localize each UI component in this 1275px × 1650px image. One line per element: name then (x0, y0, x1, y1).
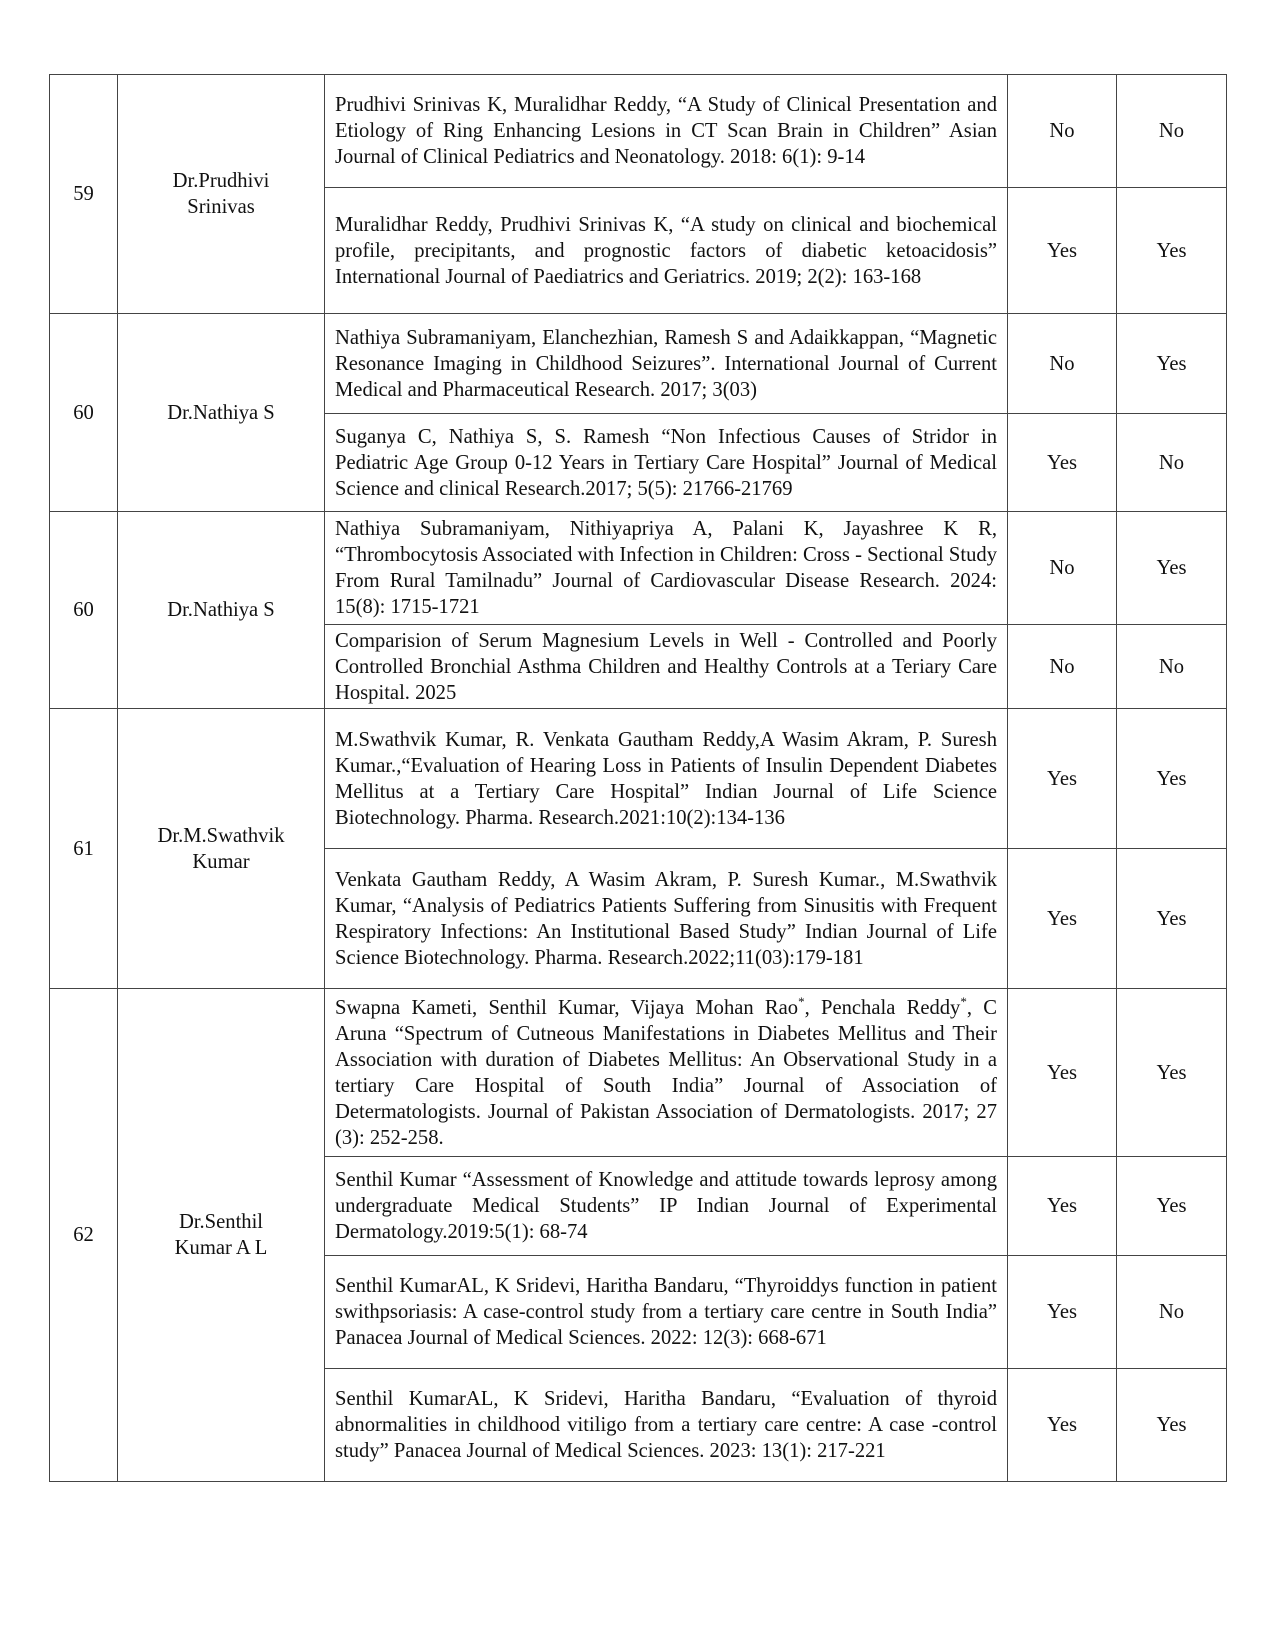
indexed-flag: Yes (1008, 1369, 1117, 1482)
indexed-flag: No (1117, 625, 1227, 709)
publication-citation: Senthil KumarAL, K Sridevi, Haritha Bandaru, “Thyroiddys function in patient swithpsoriasis: A case-control study from a tertiary care centre in South India” Panacea Journal of Medical Sciences. 2022: 12(3): 668-671 (325, 1256, 1008, 1369)
serial-number: 60 (50, 314, 118, 512)
author-name-line: Kumar (192, 850, 250, 873)
publication-citation: Comparision of Serum Magnesium Levels in Well - Controlled and Poorly Controlled Bronchial Asthma Children and Healthy Controls at a Teriary Care Hospital. 2025 (325, 625, 1008, 709)
table-row (50, 989, 1227, 1157)
author-name-line: Dr.Senthil (178, 1211, 264, 1233)
indexed-flag: No (1117, 414, 1227, 512)
table-row (50, 75, 1227, 188)
indexed-flag: Yes (1117, 1157, 1227, 1256)
author-name-line: Dr.Prudhivi (172, 170, 270, 192)
publication-citation: Muralidhar Reddy, Prudhivi Srinivas K, “A study on clinical and biochemical profile, precipitants, and prognostic factors of diabetic ketoacidosis” International Journal of Paediatrics and Geriatrics. 2019; 2(2): 163-168 (325, 188, 1008, 314)
publications-table (49, 74, 1227, 1482)
author-name (118, 512, 325, 709)
serial-number: 60 (50, 512, 118, 709)
indexed-flag: Yes (1117, 512, 1227, 625)
asterisk-mark: * (960, 993, 967, 1009)
author-name (118, 709, 325, 989)
serial-number: 61 (50, 709, 118, 989)
author-name-line: Dr.Nathiya S (167, 599, 275, 621)
author-name-line: Dr.M.Swathvik (157, 824, 285, 847)
indexed-flag: Yes (1117, 314, 1227, 414)
indexed-flag: Yes (1117, 188, 1227, 314)
publication-citation (325, 989, 1008, 1157)
citation-text: , C Aruna “Spectrum of Cutneous Manifestations in Diabetes Mellitus and Their Association with duration of Diabetes Mellitus: An Observational Study in a tertiary Care Hospital of South India” Journal of Association of Determatologists. Journal of Pakistan Association of Dermatologists. 2017; 27 (3): 252-258. (335, 996, 997, 1149)
indexed-flag: No (1008, 314, 1117, 414)
author-name (118, 989, 325, 1482)
indexed-flag: Yes (1117, 1369, 1227, 1482)
indexed-flag: Yes (1008, 1157, 1117, 1256)
author-name-line: Dr.Nathiya S (167, 401, 275, 424)
publication-citation: Senthil Kumar “Assessment of Knowledge and attitude towards leprosy among undergraduate Medical Students” IP Indian Journal of Experimental Dermatology.2019:5(1): 68-74 (325, 1157, 1008, 1256)
serial-number: 59 (50, 75, 118, 314)
publication-citation: Nathiya Subramaniyam, Elanchezhian, Ramesh S and Adaikkappan, “Magnetic Resonance Imaging in Childhood Seizures”. International Journal of Current Medical and Pharmaceutical Research. 2017; 3(03) (325, 314, 1008, 414)
publication-citation: Senthil KumarAL, K Sridevi, Haritha Bandaru, “Evaluation of thyroid abnormalities in childhood vitiligo from a tertiary care centre: A case -control study” Panacea Journal of Medical Sciences. 2023: 13(1): 217-221 (325, 1369, 1008, 1482)
indexed-flag: Yes (1008, 849, 1117, 989)
indexed-flag: No (1117, 1256, 1227, 1369)
indexed-flag: No (1008, 512, 1117, 625)
asterisk-mark: * (798, 993, 805, 1009)
indexed-flag: Yes (1008, 414, 1117, 512)
indexed-flag: Yes (1008, 1256, 1117, 1369)
publication-citation: Suganya C, Nathiya S, S. Ramesh “Non Infectious Causes of Stridor in Pediatric Age Group 0-12 Years in Tertiary Care Hospital” Journal of Medical Science and clinical Research.2017; 5(5): 21766-21769 (325, 414, 1008, 512)
indexed-flag: Yes (1117, 989, 1227, 1157)
citation-text: Swapna Kameti, Senthil Kumar, Vijaya Mohan Rao (335, 996, 799, 1019)
indexed-flag: No (1117, 75, 1227, 188)
indexed-flag: Yes (1008, 709, 1117, 849)
author-name-line: Kumar A L (174, 1237, 268, 1259)
indexed-flag: Yes (1008, 989, 1117, 1157)
author-name (118, 314, 325, 512)
indexed-flag: No (1008, 625, 1117, 709)
publication-citation: M.Swathvik Kumar, R. Venkata Gautham Reddy,A Wasim Akram, P. Suresh Kumar.,“Evaluation of Hearing Loss in Patients of Insulin Dependent Diabetes Mellitus at a Tertiary Care Hospital” Indian Journal of Life Science Biotechnology. Pharma. Research.2021:10(2):134-136 (325, 709, 1008, 849)
indexed-flag: Yes (1117, 709, 1227, 849)
citation-text: , Penchala Reddy (804, 996, 961, 1019)
author-name (118, 75, 325, 314)
table-row (50, 709, 1227, 849)
indexed-flag: No (1008, 75, 1117, 188)
table-row (50, 512, 1227, 625)
publication-citation: Prudhivi Srinivas K, Muralidhar Reddy, “A Study of Clinical Presentation and Etiology of Ring Enhancing Lesions in CT Scan Brain in Children” Asian Journal of Clinical Pediatrics and Neonatology. 2018: 6(1): 9-14 (325, 75, 1008, 188)
publication-citation: Nathiya Subramaniyam, Nithiyapriya A, Palani K, Jayashree K R, “Thrombocytosis Associated with Infection in Children: Cross - Sectional Study From Rural Tamilnadu” Journal of Cardiovascular Disease Research. 2024: 15(8): 1715-1721 (325, 512, 1008, 625)
publication-citation: Venkata Gautham Reddy, A Wasim Akram, P. Suresh Kumar., M.Swathvik Kumar, “Analysis of Pediatrics Patients Suffering from Sinusitis with Frequent Respiratory Infections: An Institutional Based Study” Indian Journal of Life Science Biotechnology. Pharma. Research.2022;11(03):179-181 (325, 849, 1008, 989)
serial-number: 62 (50, 989, 118, 1482)
table-row (50, 314, 1227, 414)
author-name-line: Srinivas (187, 196, 255, 218)
indexed-flag: Yes (1117, 849, 1227, 989)
indexed-flag: Yes (1008, 188, 1117, 314)
